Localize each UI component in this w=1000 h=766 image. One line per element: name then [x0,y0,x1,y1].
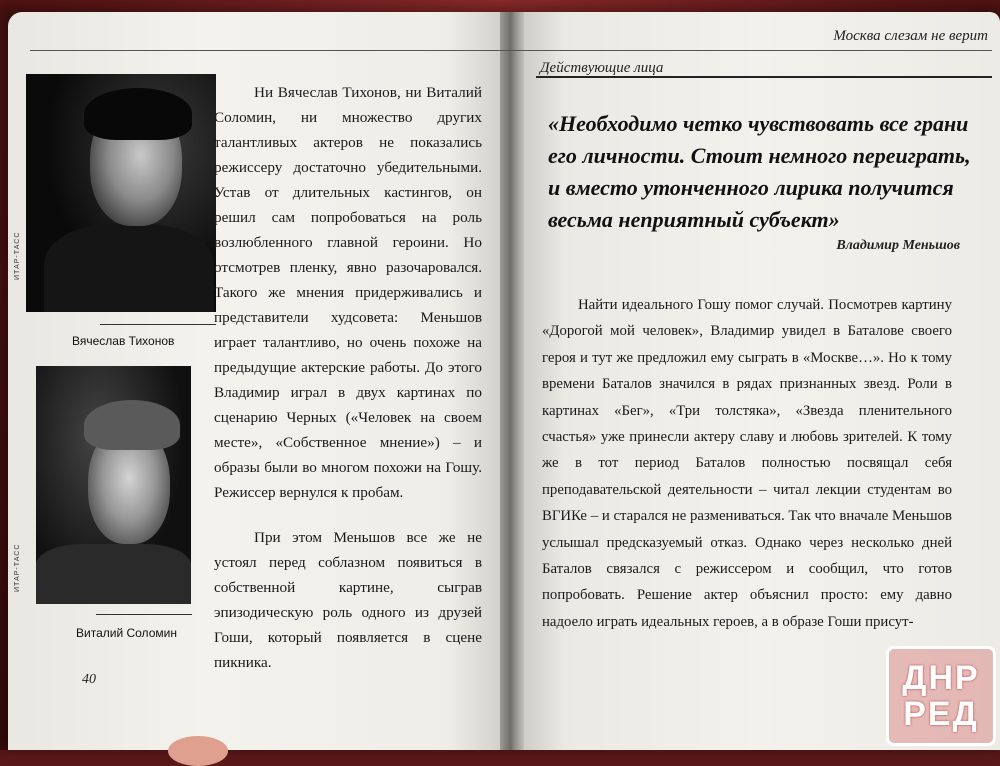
pull-quote: «Необходимо четко чувствовать все грани его личности. Стоит немного переиграть, и вместо утонченного лирика получится весьма неприятный субъект» [548,111,971,232]
left-body-text [214,80,482,675]
page-number: 40 [82,672,96,687]
photo-caption: Вячеслав Тихонов [72,334,175,348]
book-gutter [500,12,524,750]
quote-author: Владимир Меньшов [836,238,960,253]
caption-rule [96,614,192,615]
left-header-rule [30,50,992,51]
photo-caption: Виталий Соломин [76,626,177,640]
paragraph: При этом Меньшов все же не устоял перед соблазном появиться в собственной картине, сыграв эпизодическую роль одного из друзей Гоши, который появляется в сцене пикника. [214,529,482,671]
watermark-line: ДНР [902,659,980,697]
photo-tikhonov-hair [84,88,192,140]
photo-solomin-hair [84,400,180,450]
photo-credit: ИТАР-ТАСС [14,543,21,592]
photo-tikhonov [26,74,216,312]
left-running-head: Москва слезам не верит [833,28,988,44]
photo-tikhonov-shoulders [44,224,214,312]
right-running-head: Действующие лица [540,60,664,76]
watermark-logo [886,646,996,746]
photo-solomin-shoulders [36,544,191,604]
photo-credit: ИТАР-ТАСС [14,231,21,280]
finger [168,736,228,766]
right-body-text [542,292,952,635]
paragraph: Ни Вячеслав Тихонов, ни Виталий Соломин, ни множество других талантливых актеров не показались режиссеру достаточно убедительными. Устав от длительных кастингов, он решил сам попробоваться на роль возлюбленного главной героини. Но отсмотрев пленку, явно разочаровался. Такого же мнения придерживались и представители худсовета: Меньшов играет талантливо, но очень похоже на предыдущие актерские работы. До этого Владимир играл в двух картинах по сценарию Черных («Человек на своем месте», «Собственное мнение») – и образы были во многом похожи на Гошу. Режиссер вернулся к пробам. [214,84,482,501]
paragraph: Найти идеального Гошу помог случай. Посмотрев картину «Дорогой мой человек», Владимир увидел в Баталове своего героя и тут же предложил ему сыграть в «Москве…». Но к тому времени Баталов значился в рядах признанных звезд. Роли в картинах «Бег», «Три толстяка», «Звезда пленительного счастья» уже принесли актеру славу и любовь зрителей. К тому же в тот период Баталов полностью посвящал себя преподавательской деятельности – читал лекции студентам во ВГИКе – и старался не размениваться. Так что вначале Меньшов услышал предсказуемый отказ. Однако через несколько дней Баталов связался с режиссером и сообщил, что готов попробовать. Решение актер объяснил просто: ему давно надоело играть идеальных героев, а в образе Гоши присут- [542,297,952,630]
right-header-rule [536,76,992,78]
watermark-line: РЕД [903,695,979,733]
photo-solomin [36,366,191,604]
caption-rule [100,324,216,325]
